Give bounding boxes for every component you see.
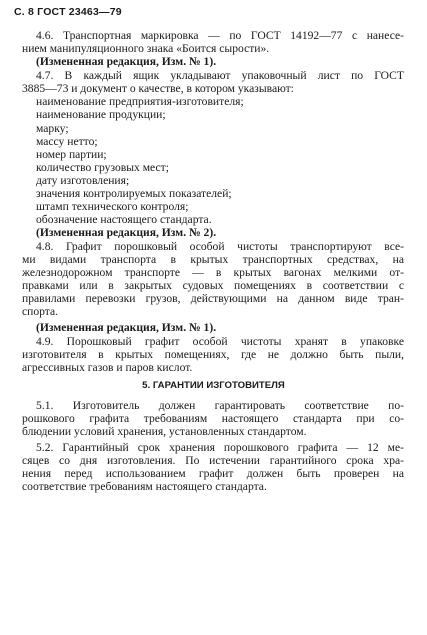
text-line: агрессивных газов и паров кислот.: [22, 361, 193, 374]
text-line: рошкового графита требованиям настоящего стандарта при со-: [22, 412, 404, 425]
page-header: С. 8 ГОСТ 23463—79: [14, 6, 122, 18]
list-item: дату изготовления;: [36, 174, 130, 187]
text-line: правилами перевозки грузов, действующими на данном виде тран-: [22, 292, 404, 305]
text-line: соответствие требованиям настоящего стандарта.: [22, 480, 267, 493]
text-line: 4.6. Транспортная маркировка — по ГОСТ 14192—77 с нанесе-: [36, 29, 404, 42]
revision-note: (Измененная редакция, Изм. № 1).: [36, 55, 217, 68]
list-item: наименование продукции;: [36, 108, 166, 121]
text-line: 5.1. Изготовитель должен гарантировать соответствие по-: [36, 399, 404, 412]
section-heading: 5. ГАРАНТИИ ИЗГОТОВИТЕЛЯ: [142, 380, 285, 391]
text-line: 3885—73 и документ о качестве, в котором указывают:: [22, 82, 294, 95]
list-item: наименование предприятия-изготовителя;: [36, 95, 244, 108]
text-line: правками или в закрытых судовых помещениях в соответствии с: [22, 279, 404, 292]
list-item: марку;: [36, 122, 69, 135]
text-line: 4.8. Графит порошковый особой чистоты транспортируют все-: [36, 240, 404, 253]
text-line: 4.7. В каждый ящик укладывают упаковочный лист по ГОСТ: [36, 69, 404, 82]
list-item: значения контролируемых показателей;: [36, 187, 232, 200]
list-item: количество грузовых мест;: [36, 161, 169, 174]
text-line: спорта.: [22, 305, 59, 318]
list-item: номер партии;: [36, 148, 107, 161]
text-line: нения перед использованием графит должен быть проверен на: [22, 467, 404, 480]
text-line: 4.9. Порошковый графит особой чистоты хранят в упаковке: [36, 335, 404, 348]
list-item: штамп технического контроля;: [36, 200, 189, 213]
text-line: 5.2. Гарантийный срок хранения порошкового графита — 12 ме-: [36, 441, 404, 454]
text-line: блюдении условий хранения, установленных стандартом.: [22, 425, 307, 438]
text-line: сяцев со дня изготовления. По истечении гарантийного срока хра-: [22, 454, 404, 467]
text-line: железнодорожном транспорте — в крытых вагонах мелкими от-: [22, 266, 404, 279]
list-item: массу нетто;: [36, 135, 98, 148]
text-line: изготовителя в крытых помещениях, где не должно быть пыли,: [22, 348, 404, 361]
text-line: нием манипуляционного знака «Боится сырости».: [22, 42, 270, 55]
revision-note: (Измененная редакция, Изм. № 1).: [36, 321, 217, 334]
text-line: ми видами транспорта в крытых транспортных средствах, на: [22, 253, 404, 266]
revision-note: (Измененная редакция, Изм. № 2).: [36, 226, 217, 239]
list-item: обозначение настоящего стандарта.: [36, 213, 212, 226]
